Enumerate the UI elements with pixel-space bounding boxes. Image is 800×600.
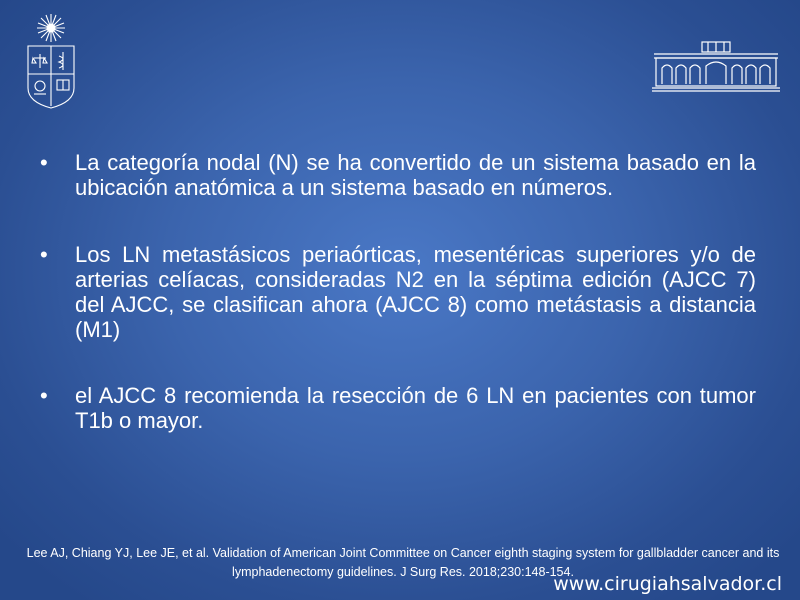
bullet-item [40, 242, 756, 342]
hospital-building-icon [652, 40, 780, 92]
website-url[interactable]: www.cirugiahsalvador.cl [553, 573, 782, 595]
university-crest-icon [22, 10, 80, 110]
bullet-text: Los LN metastásicos periaórticas, mesentéricas superiores y/o de arterias celíacas, consideradas N2 en la séptima edición (AJCC 7) del AJCC, se clasifican ahora (AJCC 8) como metástasis a distancia (M1) [75, 242, 756, 342]
bullet-item [40, 383, 756, 433]
reference-citation: Lee AJ, Chiang YJ, Lee JE, et al. Validation of American Joint Committee on Cancer eighth staging system for gallbladder cancer and its lymphadenectomy guidelines. J Surg Res. 2018;230:148-154. [26, 546, 780, 579]
bullet-text: La categoría nodal (N) se ha convertido de un sistema basado en la ubicación anatómica a un sistema basado en números. [75, 150, 756, 200]
bullet-point: • [40, 383, 48, 408]
bullet-point: • [40, 242, 48, 267]
bullet-point: • [40, 150, 48, 175]
bullet-item [40, 150, 756, 200]
bullet-list [40, 150, 756, 433]
bullet-text: el AJCC 8 recomienda la resección de 6 LN en pacientes con tumor T1b o mayor. [75, 383, 756, 433]
